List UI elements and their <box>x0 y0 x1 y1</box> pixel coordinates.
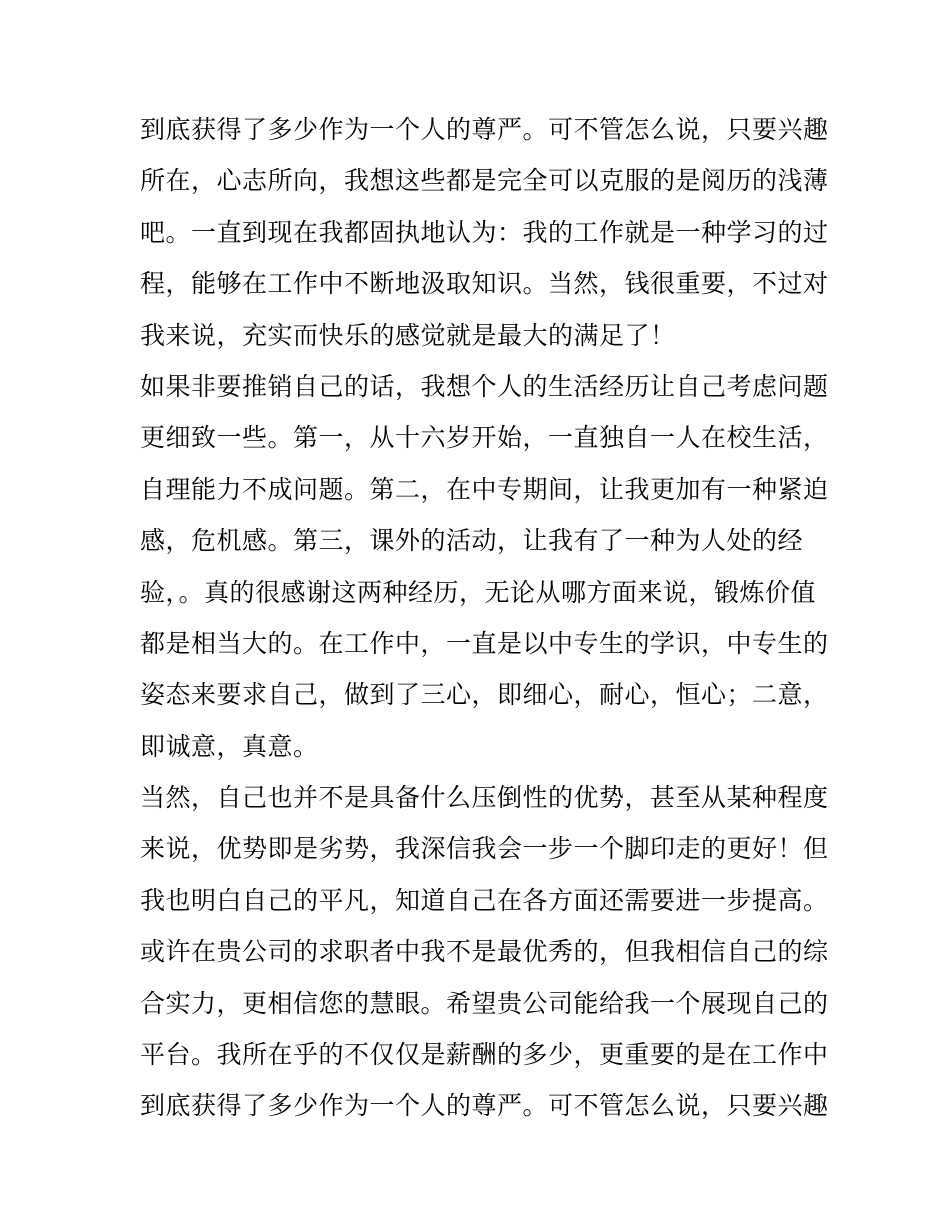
text-line: 我也明白自己的平凡，知道自己在各方面还需要进一步提高。 <box>140 885 829 915</box>
text-line: 姿态来要求自己，做到了三心，即细心，耐心，恒心；二意， <box>140 680 829 710</box>
text-line: 所在，心志所向，我想这些都是完全可以克服的是阅历的浅薄 <box>140 166 829 196</box>
text-line: 到底获得了多少作为一个人的尊严。可不管怎么说，只要兴趣 <box>140 1091 829 1121</box>
text-line: 更细致一些。第一，从十六岁开始，一直独自一人在校生活， <box>140 423 829 453</box>
text-line: 如果非要推销自己的话，我想个人的生活经历让自己考虑问题 <box>140 371 829 401</box>
text-line: 即诚意，真意。 <box>140 731 319 761</box>
text-line: 自理能力不成问题。第二，在中专期间，让我更加有一种紧迫 <box>140 474 829 504</box>
text-line: 验，。真的很感谢这两种经历，无论从哪方面来说，锻炼价值 <box>140 577 817 607</box>
document-body <box>140 104 829 1132</box>
text-line: 都是相当大的。在工作中，一直是以中专生的学识，中专生的 <box>140 628 829 658</box>
text-line: 或许在贵公司的求职者中我不是最优秀的，但我相信自己的综 <box>140 937 829 967</box>
text-line: 感，危机感。第三，课外的活动，让我有了一种为人处的经 <box>140 526 804 556</box>
text-line: 程，能够在工作中不断地汲取知识。当然，钱很重要，不过对 <box>140 269 829 299</box>
text-line: 来说，优势即是劣势，我深信我会一步一个脚印走的更好！但 <box>140 834 829 864</box>
text-line: 我来说，充实而快乐的感觉就是最大的满足了！ <box>140 320 676 350</box>
text-line: 当然，自己也并不是具备什么压倒性的优势，甚至从某种程度 <box>140 783 829 813</box>
text-line: 到底获得了多少作为一个人的尊严。可不管怎么说，只要兴趣 <box>140 115 829 144</box>
text-line: 平台。我所在乎的不仅仅是薪酬的多少，更重要的是在工作中 <box>140 1040 829 1070</box>
text-line: 吧。一直到现在我都固执地认为：我的工作就是一种学习的过 <box>140 217 829 247</box>
text-line: 合实力，更相信您的慧眼。希望贵公司能给我一个展现自己的 <box>140 988 829 1018</box>
